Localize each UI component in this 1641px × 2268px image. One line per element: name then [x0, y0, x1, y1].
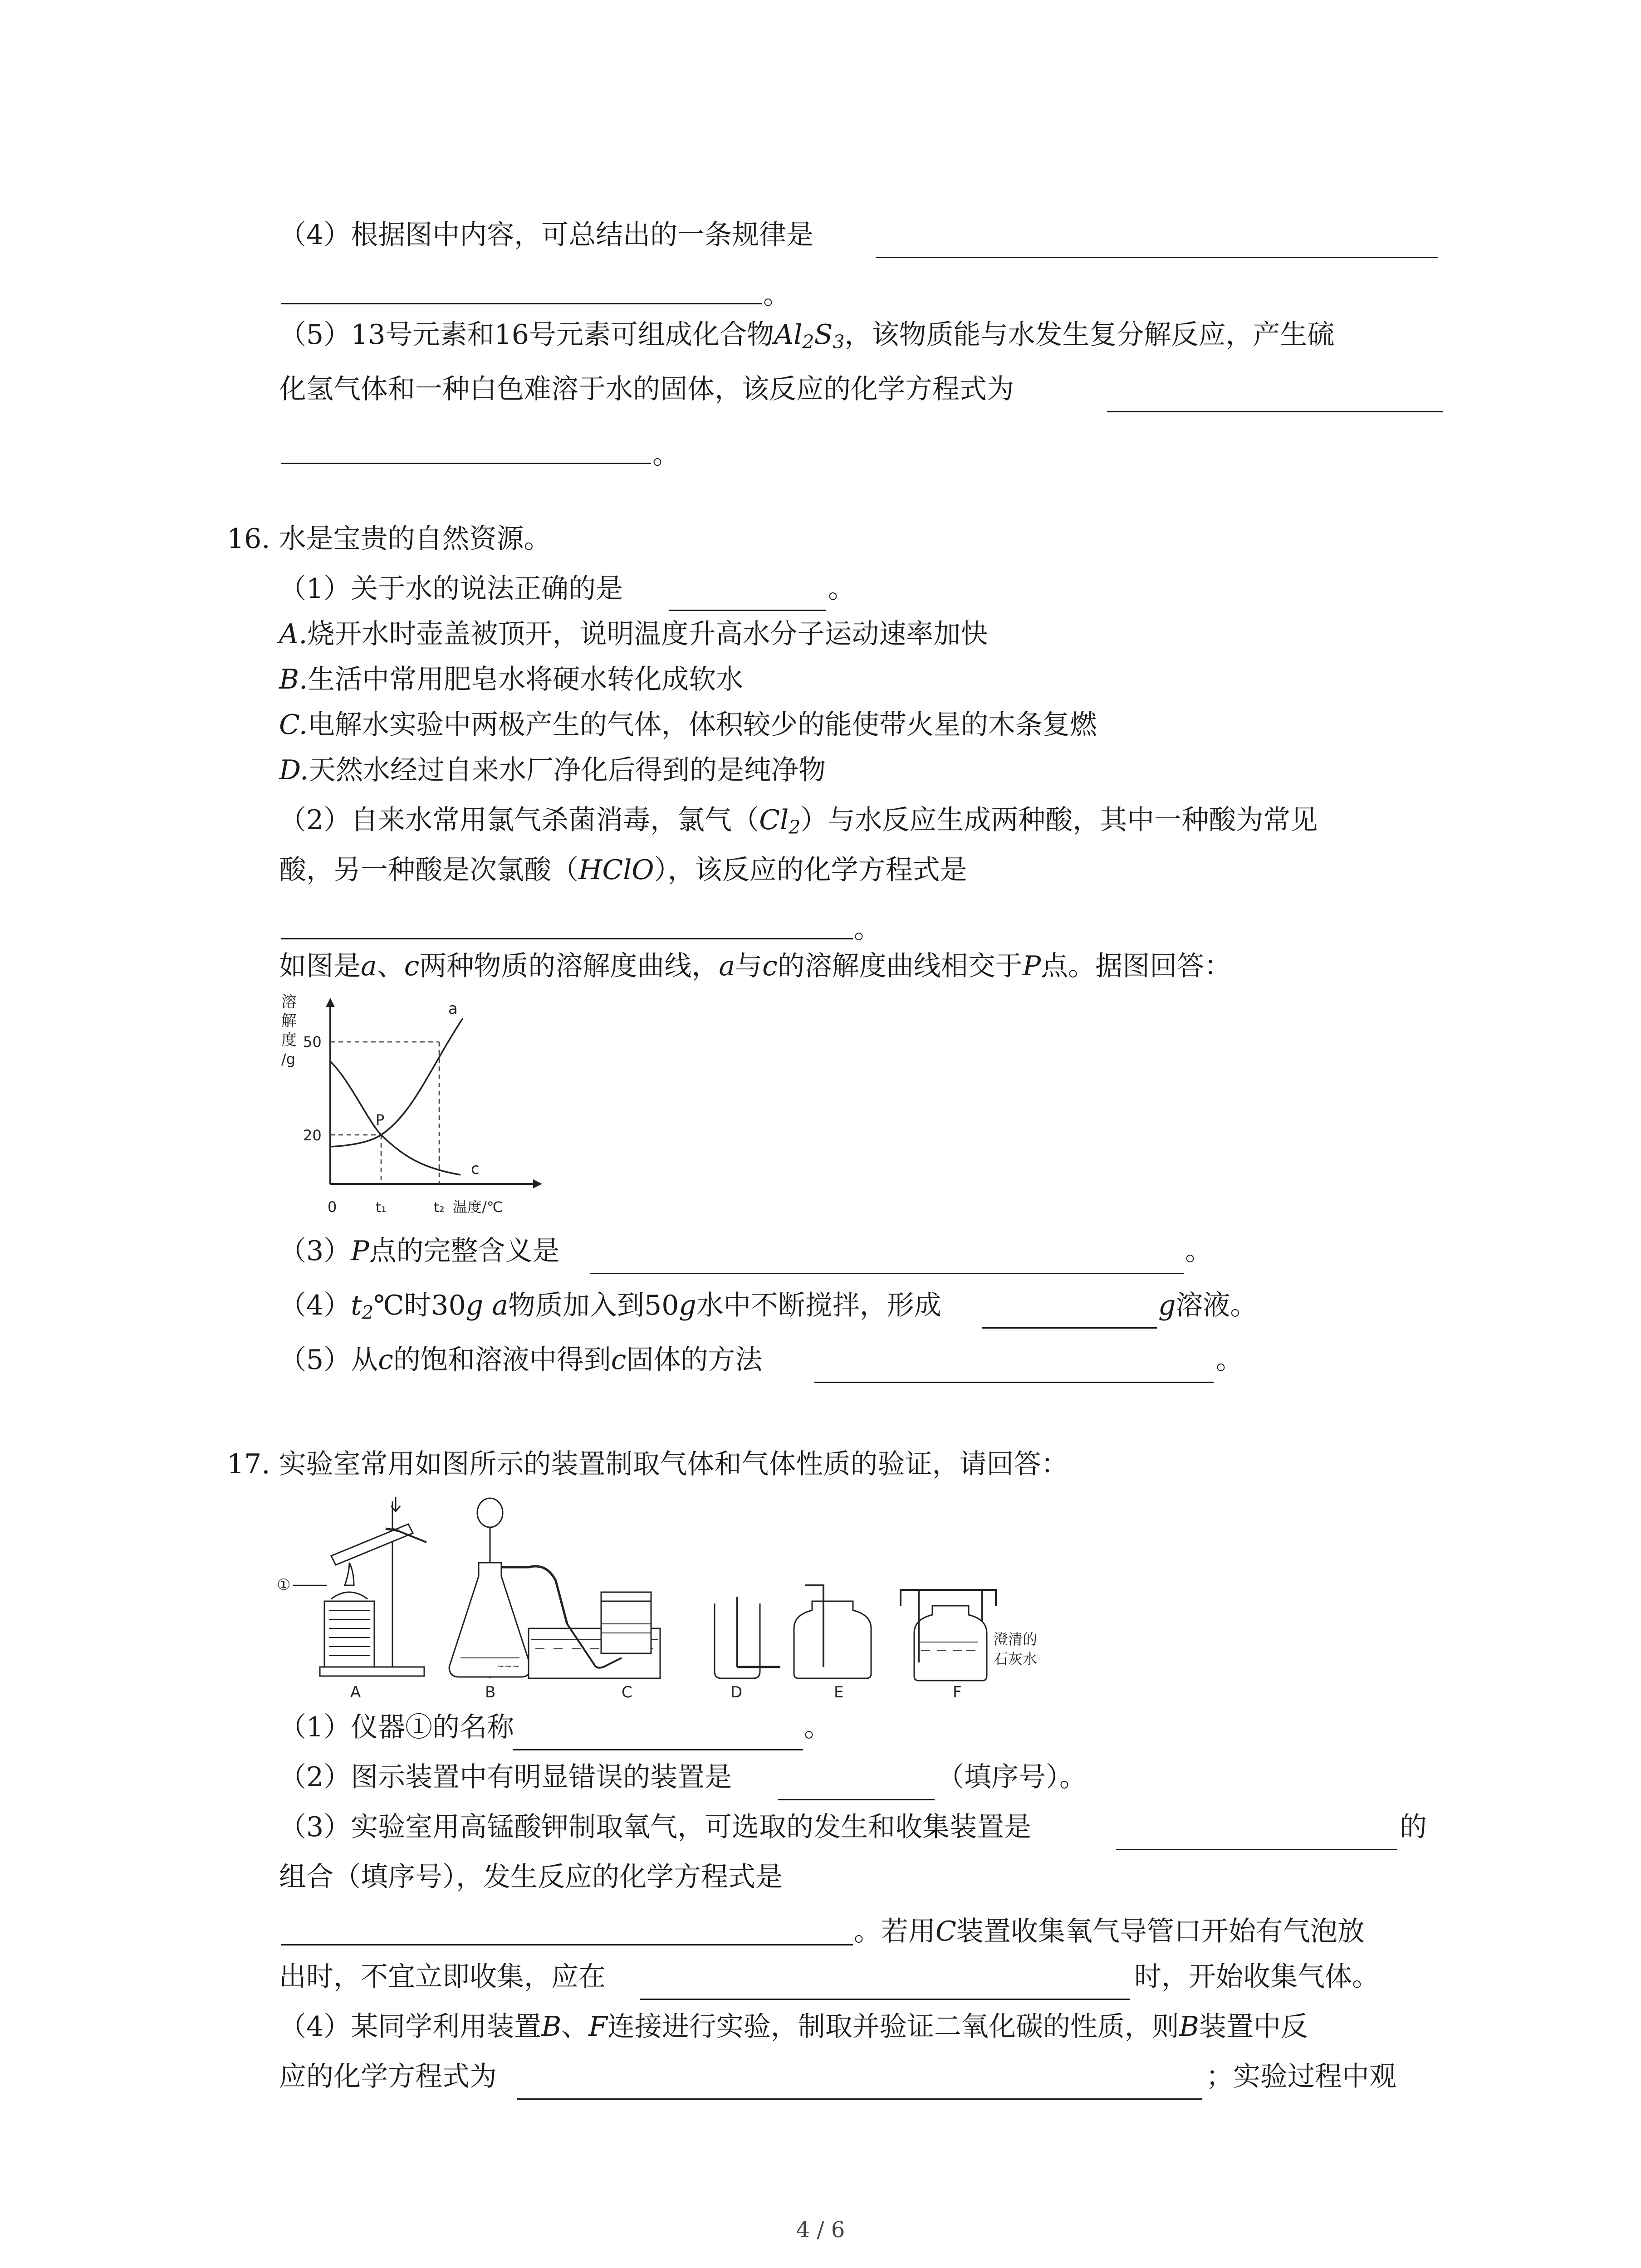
- q15-part5-line1: （5）13号元素和16号元素可组成化合物$Al_2S_3$，该物质能与水发生复分解反应，产生硫: [279, 319, 1335, 353]
- q17-part4-line2: 应的化学方程式为: [279, 2061, 497, 2092]
- solubility-curve-figure: [277, 989, 558, 1229]
- q16-part1-answer-blank[interactable]: [669, 610, 826, 611]
- q15-part5-line2: 化氢气体和一种白色难溶于水的固体，该反应的化学方程式为: [279, 373, 1014, 405]
- q16-part2-line1: （2）自来水常用氯气杀菌消毒，氯气$(Cl_2)$与水反应生成两种酸，其中一种酸为常见: [279, 804, 1318, 839]
- limewater-label-1: 澄清的: [994, 1631, 1038, 1648]
- origin-label: 0: [328, 1198, 337, 1216]
- q15-part4-end: 。: [763, 279, 790, 311]
- q17-part3-answer-blank-1[interactable]: [1116, 1849, 1397, 1850]
- instrument-marker: ①: [277, 1576, 291, 1594]
- q15-part5-answer-blank-2[interactable]: [281, 463, 651, 464]
- q15-part4-answer-blank-2[interactable]: [281, 303, 762, 304]
- y-axis-arrow: [326, 998, 335, 1007]
- q17-part1-end: 。: [804, 1711, 831, 1743]
- q16-part4-end: g溶液。: [1158, 1290, 1258, 1321]
- q16-part4-answer-blank[interactable]: [982, 1327, 1157, 1329]
- q16-graph-intro: 如图是a、c两种物质的溶解度曲线，a与c的溶解度曲线相交于P点。据图回答：: [279, 950, 1232, 982]
- q15-part5-end: 。: [652, 439, 680, 470]
- q16-part3-answer-blank[interactable]: [590, 1273, 1184, 1274]
- apparatus-label-a: A: [350, 1683, 361, 1701]
- q16-option-a: A.烧开水时壶盖被顶开，说明温度升高水分子运动速率加快: [279, 618, 988, 650]
- q16-part2-answer-blank[interactable]: [281, 938, 853, 939]
- q16-part4-line: $(4)t_2℃$时30g a物质加入到50g水中不断搅拌，形成: [279, 1290, 941, 1324]
- q17-part3-line4: 出时，不宜立即收集，应在: [279, 1961, 606, 1993]
- q16-stem: 16. 水是宝贵的自然资源。: [227, 523, 551, 555]
- x-tick-t2: t₂: [434, 1200, 445, 1216]
- q16-part5-end: 。: [1216, 1344, 1243, 1376]
- curve-a-label: a: [448, 1000, 458, 1018]
- svg-text:~~~: ~~~: [497, 1661, 520, 1672]
- q17-part4-answer-blank[interactable]: [517, 2098, 1202, 2100]
- apparatus-a: [320, 1497, 426, 1676]
- q17-part2-answer-blank[interactable]: [778, 1799, 935, 1800]
- q17-part3-answer-blank-3[interactable]: [640, 1999, 1130, 2000]
- apparatus-d: [715, 1597, 780, 1678]
- apparatus-f: [901, 1590, 996, 1681]
- apparatus-label-f: F: [953, 1683, 962, 1701]
- q17-part1-answer-blank[interactable]: [513, 1749, 803, 1750]
- curve-c: [330, 1061, 460, 1175]
- ylabel-char-1: 溶: [281, 993, 297, 1011]
- q17-stem: 17. 实验室常用如图所示的装置制取气体和气体性质的验证，请回答：: [227, 1448, 1068, 1480]
- q16-part1-end: 。: [828, 573, 855, 605]
- curve-a: [330, 1018, 463, 1147]
- x-tick-t1: t₁: [376, 1200, 387, 1216]
- q17-part1-line: （1）仪器①的名称: [279, 1711, 514, 1743]
- q16-part2-line2: 酸，另一种酸是次氯酸（HClO），该反应的化学方程式是: [279, 854, 967, 886]
- ylabel-char-4: /g: [281, 1051, 296, 1068]
- apparatus-label-d: D: [730, 1683, 743, 1701]
- apparatus-e: [794, 1585, 871, 1701]
- point-p-label: P: [376, 1111, 385, 1129]
- q17-part3-de: 的: [1400, 1811, 1427, 1843]
- q17-part2-end: （填序号）。: [937, 1761, 1087, 1793]
- q15-part4-line: [279, 217, 813, 253]
- q17-part3-answer-blank-2[interactable]: [281, 1944, 853, 1945]
- q17-part4-line1: （4）某同学利用装置B、F连接进行实验，制取并验证二氧化碳的性质，则B装置中反: [279, 2011, 1308, 2043]
- apparatus-label-b: B: [485, 1683, 496, 1701]
- ylabel-char-3: 度: [281, 1031, 297, 1049]
- q16-option-d: D.天然水经过自来水厂净化后得到的是纯净物: [279, 754, 826, 786]
- x-axis-label: 温度/℃: [453, 1198, 503, 1216]
- q16-part3-end: 。: [1185, 1235, 1212, 1267]
- q15-part5-answer-blank-1[interactable]: [1107, 411, 1443, 412]
- q16-part5-answer-blank[interactable]: [814, 1382, 1214, 1383]
- apparatus-label-c: C: [622, 1683, 632, 1701]
- ylabel-char-2: 解: [281, 1012, 297, 1030]
- limewater-label-2: 石灰水: [994, 1650, 1038, 1667]
- q16-part3-line: （3）P点的完整含义是: [279, 1235, 560, 1267]
- q17-part4-line2-end: ；实验过程中观: [1206, 2061, 1396, 2092]
- y-tick-20: 20: [303, 1127, 322, 1144]
- lab-apparatus-figure: [277, 1488, 1093, 1701]
- q15-part4-label: （4）根据图中内容，可总结出的一条规律是: [279, 219, 814, 251]
- q15-part4-answer-blank-1[interactable]: [876, 257, 1438, 258]
- q16-part1-label: （1）关于水的说法正确的是: [279, 573, 623, 605]
- x-axis-arrow: [533, 1179, 542, 1188]
- q16-part5-line: （5）从c的饱和溶液中得到c固体的方法: [279, 1344, 763, 1376]
- page-number: 4 / 6: [796, 2217, 845, 2243]
- q17-part3-line1: （3）实验室用高锰酸钾制取氧气，可选取的发生和收集装置是: [279, 1811, 1032, 1843]
- apparatus-c: [529, 1592, 660, 1678]
- q17-part2-line: （2）图示装置中有明显错误的装置是: [279, 1761, 732, 1793]
- q16-part2-end: 。: [854, 913, 881, 945]
- q17-part3-line2: 组合（填序号），发生反应的化学方程式是: [279, 1861, 783, 1893]
- q16-option-c: C.电解水实验中两极产生的气体，体积较少的能使带火星的木条复燃: [279, 709, 1097, 741]
- q16-option-b: B.生活中常用肥皂水将硬水转化成软水: [279, 664, 744, 695]
- q17-part3-line4-end: 时，开始收集气体。: [1134, 1961, 1379, 1993]
- al2s3-formula: $Al_2S_3$: [774, 319, 845, 353]
- q17-part3-line3: 。若用C装置收集氧气导管口开始有气泡放: [854, 1916, 1365, 1947]
- curve-c-label: c: [471, 1160, 480, 1178]
- apparatus-label-e: E: [834, 1683, 844, 1701]
- y-tick-50: 50: [303, 1033, 322, 1051]
